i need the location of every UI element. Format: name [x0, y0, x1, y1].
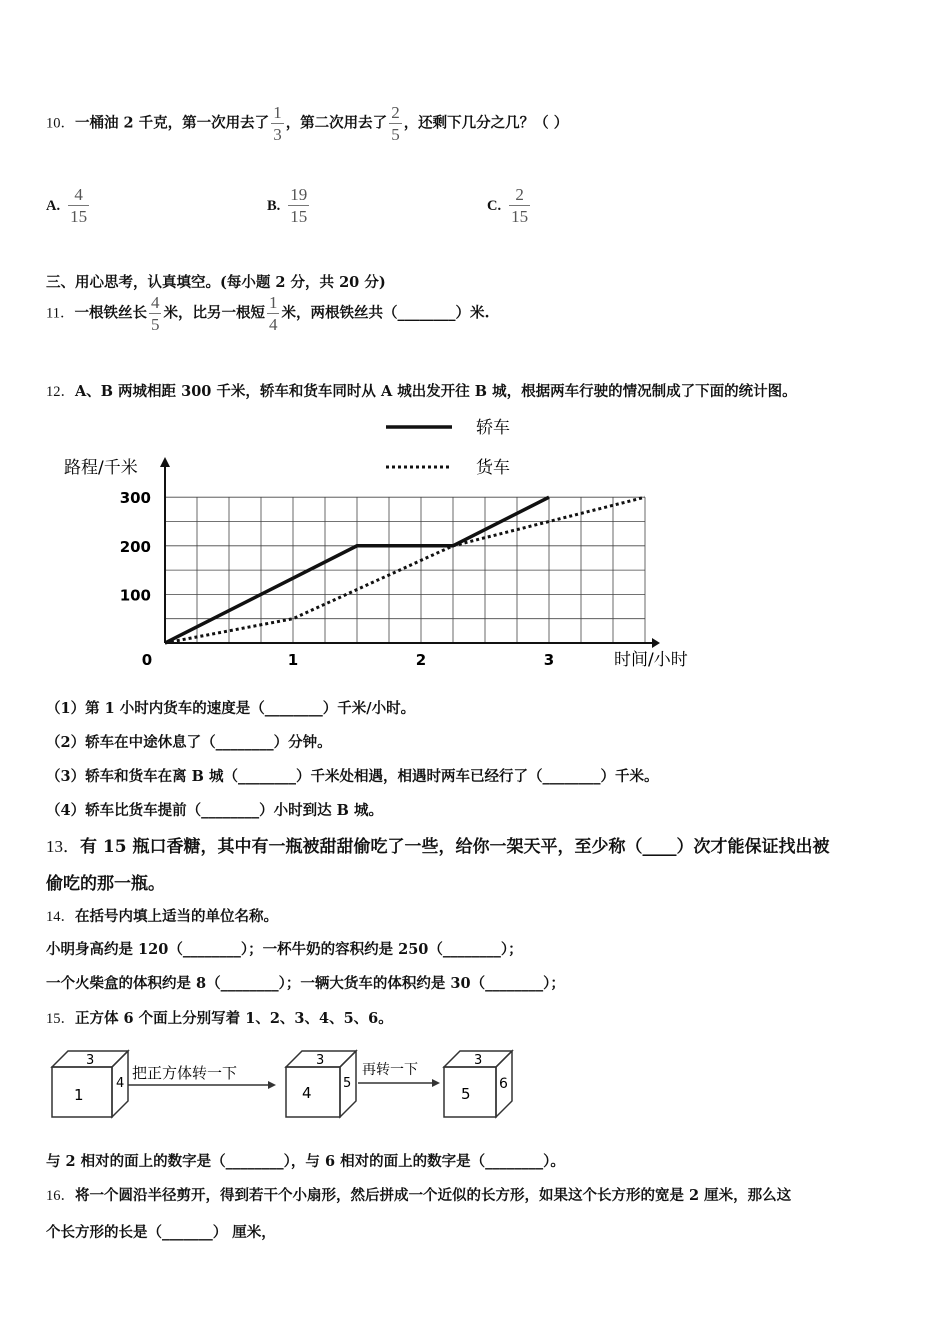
distance-time-chart	[0, 405, 950, 680]
legend-label: 货车	[476, 458, 510, 478]
cube-rotation-figure	[40, 1042, 540, 1122]
option-b[interactable]: B. $\frac{19}{15}$	[267, 185, 308, 226]
question-11: 11．一根铁丝长 $\frac{4}{5}$ 米，比另一根短 $\frac{1}{4}$ 米，两根铁丝共（________）米.	[46, 293, 490, 334]
q12-sub-3: （3）轿车和货车在离 B 城（________）千米处相遇，相遇时两车已经行了（________）千米。	[46, 768, 659, 785]
question-16-line-2: 个长方形的长是（_______） 厘米，	[46, 1224, 276, 1241]
cube-1-front: 1	[74, 1086, 84, 1104]
cube-1-top: 3	[86, 1053, 95, 1068]
question-12: 12．A、B 两城相距 300 千米，轿车和货车同时从 A 城出发开往 B 城，根据两车行驶的情况制成了下面的统计图。	[46, 383, 797, 400]
x-tick-label: 1	[287, 651, 299, 669]
cube-3-front: 5	[461, 1085, 471, 1103]
arrow-2-head-icon	[432, 1079, 440, 1087]
question-16: 16．将一个圆沿半径剪开，得到若干个小扇形，然后拼成一个近似的长方形，如果这个长方形的宽是 2 厘米，那么这	[46, 1187, 792, 1204]
cube-2-top: 3	[316, 1053, 325, 1068]
y-axis-arrow-icon	[160, 457, 170, 467]
question-10: 10．一桶油 2 千克，第一次用去了 $\frac{1}{3}$ ，第二次用去了 $\frac{2}{5}$ ，还剩下几分之几？（ ）	[46, 103, 569, 144]
x-tick-label: 0	[141, 651, 153, 669]
fraction: $\frac{19}{15}$	[290, 185, 308, 226]
arrow-1-head-icon	[268, 1081, 276, 1089]
y-tick-label: 200	[119, 537, 151, 556]
legend-label: 轿车	[476, 418, 510, 438]
question-14: 14．在括号内填上适当的单位名称。	[46, 908, 278, 925]
fraction: $\frac{4}{15}$	[70, 185, 88, 226]
arrow-1-label: 把正方体转一下	[132, 1064, 238, 1082]
question-13: 13．有 15 瓶口香糖，其中有一瓶被甜甜偷吃了一些，给你一架天平，至少称（____）次才能保证找出被	[46, 837, 830, 857]
fraction: $\frac{4}{5}$	[150, 293, 160, 334]
option-a[interactable]: A. $\frac{4}{15}$	[46, 185, 88, 226]
question-15: 15．正方体 6 个面上分别写着 1、2、3、4、5、6。	[46, 1010, 393, 1027]
cube-2-side: 5	[343, 1076, 352, 1091]
fraction: $\frac{2}{5}$	[391, 103, 400, 144]
cube-3-side: 6	[499, 1076, 508, 1092]
section-heading: 三、用心思考，认真填空。(每小题 2 分，共 20 分)	[46, 274, 386, 291]
x-tick-label: 3	[543, 651, 555, 669]
cube-1-side: 4	[116, 1076, 125, 1091]
option-c[interactable]: C. $\frac{2}{15}$	[487, 185, 529, 226]
x-tick-label: 2	[415, 651, 427, 669]
q14-line-2: 一个火柴盒的体积约是 8（________）；一辆大货车的体积约是 30（________）；	[46, 975, 565, 992]
x-axis-label: 时间/小时	[614, 650, 688, 670]
fraction: $\frac{2}{15}$	[511, 185, 529, 226]
y-axis-label: 路程/千米	[64, 458, 138, 478]
q15-answer: 与 2 相对的面上的数字是（________），与 6 相对的面上的数字是（________）。	[46, 1153, 565, 1170]
q12-sub-2: （2）轿车在中途休息了（________）分钟。	[46, 734, 332, 751]
x-axis-arrow-icon	[652, 638, 660, 648]
y-tick-label: 300	[119, 489, 151, 508]
fraction: $\frac{1}{3}$	[273, 103, 282, 144]
q12-sub-1: （1）第 1 小时内货车的速度是（________）千米/小时。	[46, 700, 416, 717]
q10-text-1: 一桶油 2 千克，第一次用去了	[75, 114, 270, 132]
arrow-2-label: 再转一下	[362, 1062, 418, 1078]
q10-text-3: ，还剩下几分之几？（ ）	[403, 114, 569, 132]
q10-text-2: ，第二次用去了	[285, 114, 388, 132]
question-13-line-2: 偷吃的那一瓶。	[46, 874, 165, 894]
q14-line-1: 小明身高约是 120（________）；一杯牛奶的容积约是 250（________）；	[46, 941, 523, 958]
fraction: $\frac{1}{4}$	[268, 293, 278, 334]
cube-2-front: 4	[302, 1084, 312, 1102]
y-tick-label: 100	[119, 586, 151, 605]
q12-sub-4: （4）轿车比货车提前（________）小时到达 B 城。	[46, 802, 383, 819]
cube-3-top: 3	[474, 1053, 483, 1068]
